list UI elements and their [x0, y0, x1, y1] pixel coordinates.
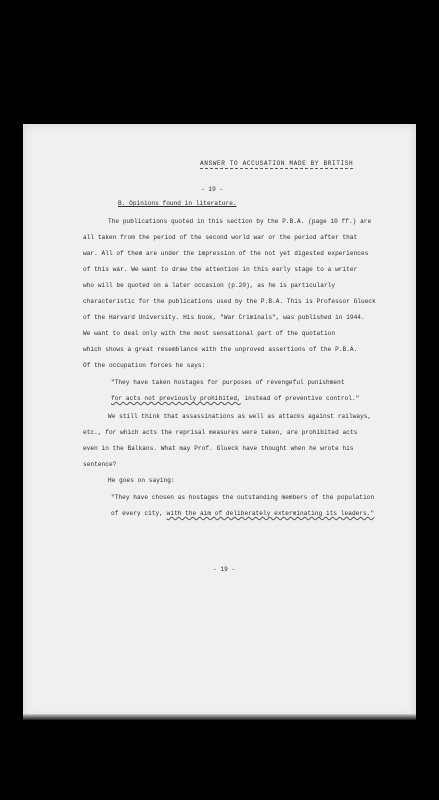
section-heading: B. Opinions found in literature.: [118, 200, 237, 207]
paragraph-1-line: The publications quoted in this section by the P.B.A. (page 10 ff.) are: [108, 218, 372, 225]
quote-1-line-2-rest: instead of preventive control.": [240, 395, 360, 402]
page-edge-shadow: [23, 714, 416, 720]
paragraph-2-line: etc., for which acts the reprisal measures were taken, are prohibited acts: [83, 429, 358, 436]
quote-1-line-2: [111, 396, 359, 402]
paragraph-1-line: of the Harvard University. His book, "War Criminals", was published in 1944.: [83, 314, 365, 321]
paragraph-1-line: war. All of them are under the impression of the not yet digested experiences: [83, 250, 369, 257]
quote-2-line-1: "They have chosen as hostages the outstanding members of the population: [111, 494, 375, 501]
page-number-bottom: - 19 -: [213, 566, 236, 573]
document-page: [23, 124, 416, 718]
quote-1-line-1: "They have taken hostages for purposes of revengeful punishment: [111, 379, 345, 386]
paragraph-1-line: all taken from the period of the second world war or the period after that: [83, 234, 358, 241]
paragraph-1-line: who will be quoted on a later occasion (p.20), as he is particularly: [83, 282, 336, 289]
paragraph-2-line: even in the Balkans. What may Prof. Glueck have thought when he wrote his: [83, 445, 354, 452]
paragraph-3: He goes on saying:: [108, 477, 175, 484]
paragraph-1-line: Of the occupation forces he says:: [83, 362, 206, 369]
quote-2-underlined-phrase: with the aim of deliberately exterminating its leaders.": [166, 510, 375, 517]
paragraph-1-line: which shows a great resemblance with the unproved assertions of the P.B.A.: [83, 346, 358, 353]
paragraph-2-line: sentence?: [83, 461, 117, 468]
quote-1-underlined-phrase: for acts not previously prohibited,: [111, 395, 241, 402]
quote-2-line-2-start: of every city,: [111, 510, 167, 517]
paragraph-2-line: We still think that assassinations as well as attacks against railways,: [108, 413, 372, 420]
page-number-top: - 19 -: [201, 186, 224, 193]
paragraph-1-line: characteristic for the publications used by the P.B.A. This is Professor Glueck: [83, 298, 376, 305]
document-header-title: ANSWER TO ACCUSATION MADE BY BRITISH: [200, 161, 353, 169]
paragraph-1-line: of this war. We want to draw the attention in this early stage to a writer: [83, 266, 358, 273]
paragraph-1-line: We want to deal only with the most sensational part of the quotation: [83, 330, 336, 337]
quote-2-line-2: [111, 511, 374, 517]
